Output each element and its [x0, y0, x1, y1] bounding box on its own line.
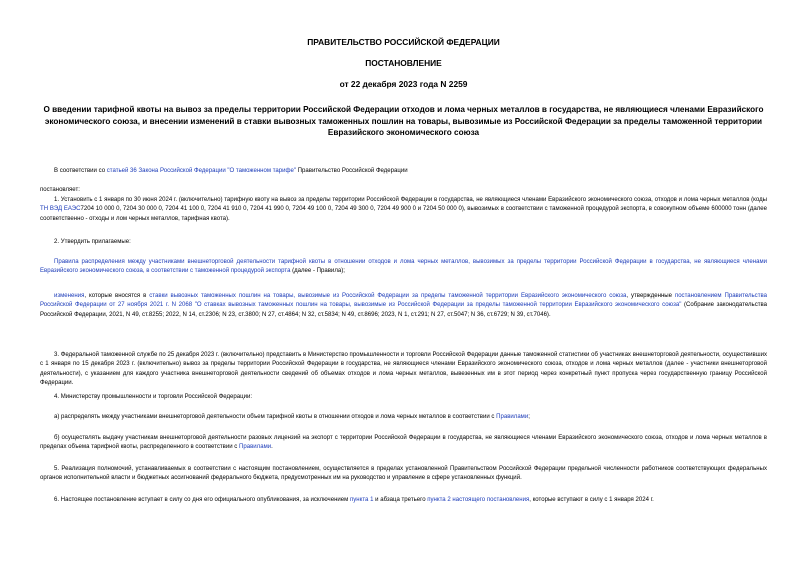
paragraph-2-changes: изменения, которые вносятся в ставки вывозных таможенных пошлин на товары, вывозимые из Российской Федерации за пределы таможенной территории Евразийского экономического союза, утвержденные постановлением Правительства Российской Федерации от 27 ноября 2021 г. N 2068 "О ставках вывозных таможенных пошлин на товары, вывозимые из Российской Федерации за пределы таможенной территории Евразийского экономического союза" (Собрание законодательства Российской Федерации, 2021, N 49, ст.8255; 2022, N 14, ст.2306; N 23, ст.3800; N 27, ст.4864; N 32, ст.5834; N 49, ст.8696; 2023, N 1, ст.291; N 27, ст.5047; N 36, ст.6729; N 39, ст.7046). [40, 293, 768, 318]
point-1-link[interactable]: пункта 1 [350, 497, 374, 503]
document-type: ПОСТАНОВЛЕНИЕ [365, 58, 442, 68]
document-title: О введении тарифной квоты на вывоз за пределы территории Российской Федерации отходов и лома черных металлов в государства, не являющиеся членами Евразийского экономического союза, и внесении изменений в ставки вывозных таможенных пошлин на товары, вывозимые из Российской Федерации за пределы таможенной территории Евразийского экономического союза [43, 105, 764, 137]
paragraph-1: 1. Установить с 1 января по 30 июня 2024 г. (включительно) тарифную квоту на вывоз за пределы территории Российской Федерации в государства, не являющиеся членами Евразийского экономического союза, отходов и лома черных металлов (коды ТН ВЭД ЕАЭС7204 10 000 0, 7204 30 000 0, 7204 41 100 0, 7204 41 910 0, 7204 41 990 0, 7204 49 100 0, 7204 49 300 0, 7204 49 900 0 и 7204 50 000 0), вывозимых в соответствии с таможенной процедурой экспорта, в совокупном объеме 600000 тонн (далее соответственно - отходы и лом черных металлов, тарифная квота). [40, 197, 767, 222]
rules-link[interactable]: Правила распределения между участниками внешнеторговой деятельности тарифной квоты в отношении отходов и лома черных металлов, вывозимых за пределы территории Российской Федерации в государства, не являющиеся членами Евразийского экономического союза, в соответствии с таможенной процедурой экспорта [40, 259, 767, 275]
export-duty-rates-link[interactable]: ставки вывозных таможенных пошлин на товары, вывозимые из Российской Федерации за пределы таможенной территории Евразийского экономического союза [149, 293, 627, 299]
changes-link[interactable]: изменения [54, 293, 85, 299]
point-2-link[interactable]: пункта 2 настоящего постановления [427, 497, 530, 503]
paragraph-3: 3. Федеральной таможенной службе по 25 декабря 2023 г. (включительно) представить в Министерство промышленности и торговли Российской Федерации данные таможенной статистики об участниках внешнеторговой деятельности, осуществивших с 1 января по 15 декабря 2023 г. (включительно) вывоз за пределы территории Российской Федерации в государства, не являющиеся членами Евразийского экономического союза, отходов и лома черных металлов (далее - участники внешнеторговой деятельности), с указанием для каждого участника внешнеторговой деятельности сведений об объемах отходов и лома черных металлов, вывезенных им в этот период через конкретный пункт пропуска через государственную границу Российской Федерации. [40, 352, 767, 387]
paragraph-2: 2. Утвердить прилагаемые: [54, 239, 131, 245]
paragraph-4: 4. Министерству промышленности и торговли Российской Федерации: [54, 394, 253, 400]
rules-link-4a[interactable]: Правилами [496, 414, 529, 420]
resolution-2068-link[interactable]: постановлением Правительства Российской Федерации от 27 ноября 2021 г. N 2068 "О ставках вывозных таможенных пошлин на товары, вывозимые из Российской Федерации за пределы таможенной территории Евразийского экономического союза" [40, 293, 767, 309]
paragraph-4a: а) распределять между участниками внешнеторговой деятельности объем тарифной квоты в отношении отходов и лома черных металлов в соответствии с Правилами; [54, 414, 530, 420]
document-date-number: от 22 декабря 2023 года N 2259 [339, 79, 468, 89]
decides-paragraph: постановляет: [40, 187, 80, 193]
issuing-authority: ПРАВИТЕЛЬСТВО РОССИЙСКОЙ ФЕДЕРАЦИИ [307, 37, 500, 47]
intro-paragraph: В соответствии со статьей 36 Закона Российской Федерации "О таможенном тарифе" Правительство Российской Федерации [54, 168, 408, 174]
law-article-36-link[interactable]: статьей 36 Закона Российской Федерации "О таможенном тарифе" [106, 168, 296, 174]
paragraph-2-rules: Правила распределения между участниками внешнеторговой деятельности тарифной квоты в отношении отходов и лома черных металлов, вывозимых за пределы территории Российской Федерации в государства, не являющиеся членами Евразийского экономического союза, в соответствии с таможенной процедурой экспорта (далее - Правила); [40, 259, 767, 275]
rules-link-4b[interactable]: Правилами [239, 444, 272, 451]
paragraph-4b: б) осуществлять выдачу участникам внешнеторговой деятельности разовых лицензий на экспорт с территории Российской Федерации в государства, не являющиеся членами Евразийского экономического союза, отходов и лома черных металлов в пределах объема тарифной квоты, распределенного в соответствии с Правилами. [40, 435, 767, 451]
tn-ved-link[interactable]: ТН ВЭД ЕАЭС [40, 206, 81, 213]
paragraph-5: 5. Реализация полномочий, устанавливаемых в соответствии с настоящим постановлением, осуществляется в пределах установленной Правительством Российской Федерации предельной численности работников соответствующих федеральных органов исполнительной власти и бюджетных ассигнований федерального бюджета, предусмотренных им на руководство и управление в сфере установленных функций. [40, 466, 767, 482]
paragraph-6: 6. Настоящее постановление вступает в силу со дня его официального опубликования, за исключением пункта 1 и абзаца третьего пункта 2 настоящего постановления, которые вступают в силу с 1 января 2024 г. [54, 497, 654, 503]
